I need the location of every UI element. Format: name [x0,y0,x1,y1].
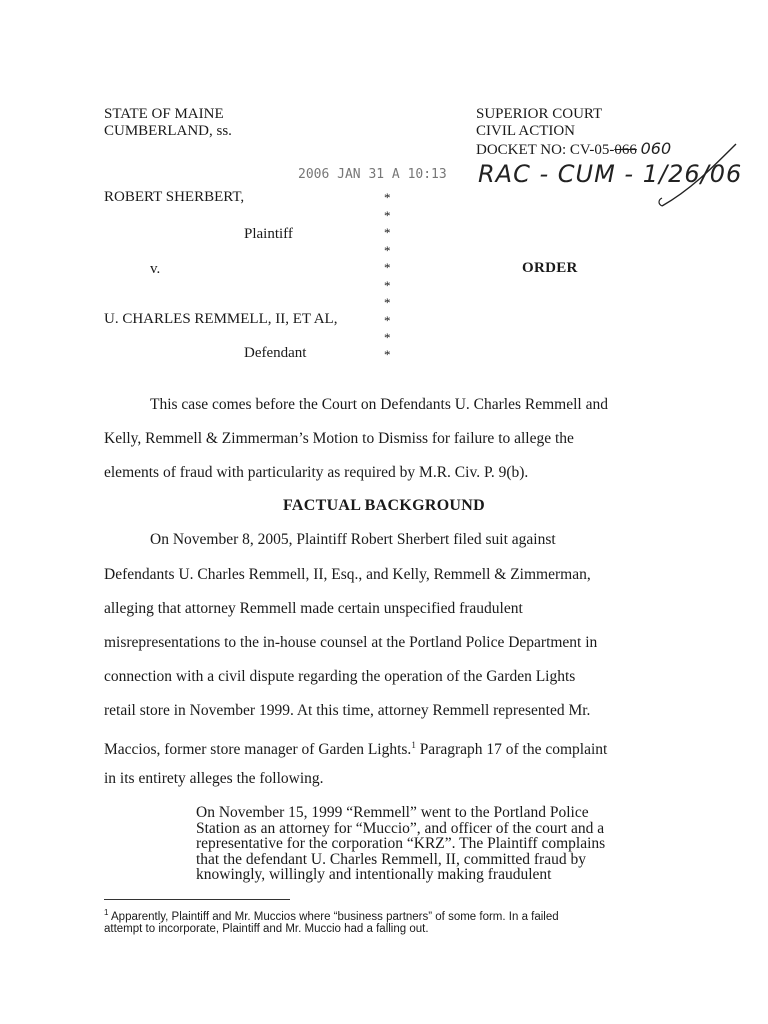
background-text: Maccios, former store manager of Garden Lights. [104,741,412,759]
intro-line: This case comes before the Court on Defendants U. Charles Remmell and [150,396,608,413]
quote-line: that the defendant U. Charles Remmell, II, committed fraud by [196,850,586,868]
caption-star: * [384,225,391,240]
defendant-name: U. CHARLES REMMELL, II, ET AL, [104,311,338,327]
caption-star: * [384,243,391,258]
caption-star: * [384,347,391,362]
county-label: CUMBERLAND, ss. [104,123,232,139]
caption-star: * [384,313,391,328]
handwritten-docket-note: RAC - CUM - 1/26/06 [478,160,743,188]
background-line: On November 8, 2005, Plaintiff Robert Sherbert filed suit against [150,531,556,548]
caption-star: * [384,260,391,275]
background-line: misrepresentations to the in-house counsel at the Portland Police Department in [104,634,598,651]
footnote-marker: 1 [104,908,109,917]
caption-star: * [384,208,391,223]
caption-star: * [384,190,391,205]
caption-star: * [384,295,391,310]
background-line: Defendants U. Charles Remmell, II, Esq., and Kelly, Remmell & Zimmerman, [104,566,591,583]
handwritten-slash-mark [650,140,740,212]
background-text: Paragraph 17 of the complaint [415,741,608,759]
quote-line: On November 15, 1999 “Remmell” went to the Portland Police [196,804,589,821]
intro-line: elements of fraud with particularity as required by M.R. Civ. P. 9(b). [104,464,529,481]
docket-number [476,140,671,159]
document-title: ORDER [522,260,578,276]
docket-struck-number: 066 [614,142,637,158]
footnote-line: attempt to incorporate, Plaintiff and Mr. Muccio had a falling out. [104,923,429,935]
plaintiff-name: ROBERT SHERBERT, [104,189,245,205]
versus-label: v. [150,261,161,277]
docket-prefix: DOCKET NO: CV-05- [476,142,615,158]
footnote-text: Apparently, Plaintiff and Mr. Muccios where “business partners” of some form. In a failed [108,910,559,923]
filing-stamp: 2006 JAN 31 A 10:13 [298,167,447,182]
defendant-role: Defendant [244,345,307,361]
quote-line: representative for the corporation “KRZ”. The Plaintiff complains [196,835,606,852]
block-quote [196,805,666,883]
caption-star: * [384,330,391,345]
footnote-divider [104,899,290,900]
background-line: connection with a civil dispute regarding the operation of the Garden Lights [104,668,576,685]
plaintiff-role: Plaintiff [244,226,293,242]
caption-star: * [384,278,391,293]
quote-line: knowingly, willingly and intentionally making fraudulent [196,866,552,883]
background-line [104,736,607,759]
docket-handwritten-number: 060 [640,139,672,158]
background-line: alleging that attorney Remmell made certain unspecified fraudulent [104,600,523,617]
intro-line: Kelly, Remmell & Zimmerman’s Motion to Dismiss for failure to allege the [104,430,574,447]
background-line: in its entirety alleges the following. [104,770,324,787]
section-heading: FACTUAL BACKGROUND [283,497,486,514]
civil-action-label: CIVIL ACTION [476,123,576,139]
state-label: STATE OF MAINE [104,106,224,122]
quote-line: Station as an attorney for “Muccio”, and officer of the court and a [196,819,605,837]
court-label: SUPERIOR COURT [476,106,603,122]
background-line: retail store in November 1999. At this time, attorney Remmell represented Mr. [104,702,591,719]
footnote-reference: 1 [411,740,416,750]
